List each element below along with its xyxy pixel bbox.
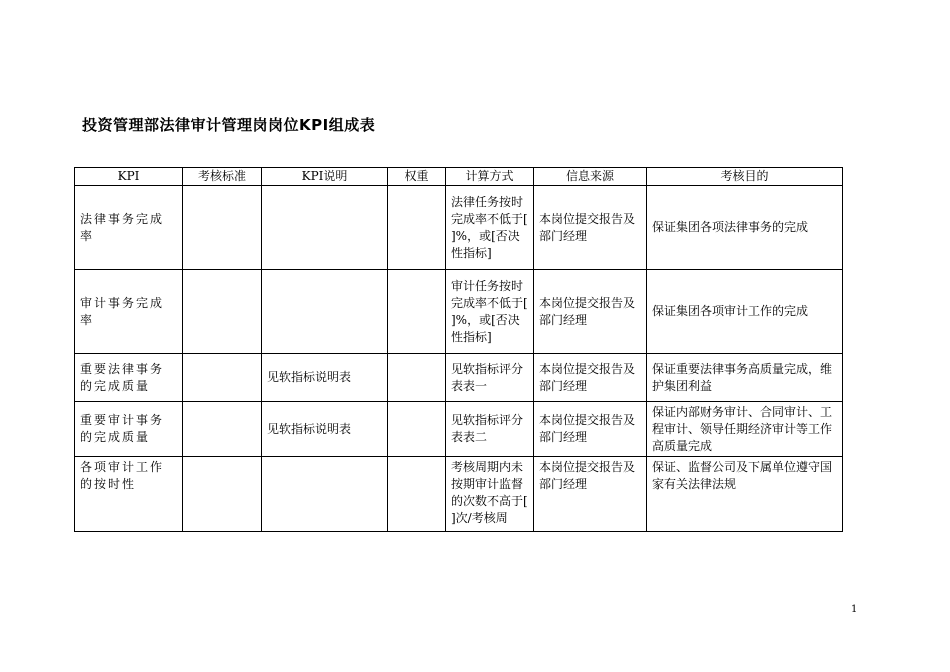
table-row [75,354,843,402]
header-calculation: 计算方式 [446,168,534,186]
cell-calculation: 考核周期内未按期审计监督的次数不高于[ ]次/考核周 [446,457,534,532]
cell-purpose: 保证、监督公司及下属单位遵守国家有关法律法规 [647,457,843,532]
cell-calculation: 见软指标评分表表一 [446,354,534,402]
table-header-row [75,168,843,186]
page-number: 1 [851,604,858,615]
header-kpi: KPI [75,168,183,186]
cell-purpose: 保证内部财务审计、合同审计、工程审计、领导任期经济审计等工作高质量完成 [647,402,843,457]
cell-kpi: 各项审计工作的按时性 [75,457,183,532]
header-purpose: 考核目的 [647,168,843,186]
cell-description: 见软指标说明表 [262,354,388,402]
cell-source: 本岗位提交报告及部门经理 [534,457,647,532]
cell-weight [388,186,446,270]
cell-calculation: 审计任务按时完成率不低于[ ]%，或[否决性指标] [446,270,534,354]
cell-standard [183,270,262,354]
cell-weight [388,402,446,457]
table-row [75,186,843,270]
header-description: KPI说明 [262,168,388,186]
cell-kpi: 审计事务完成率 [75,270,183,354]
cell-description: 见软指标说明表 [262,402,388,457]
header-standard: 考核标准 [183,168,262,186]
cell-kpi: 重要法律事务的完成质量 [75,354,183,402]
cell-weight [388,270,446,354]
cell-source: 本岗位提交报告及部门经理 [534,186,647,270]
kpi-table [74,167,843,532]
cell-standard [183,354,262,402]
cell-standard [183,186,262,270]
cell-source: 本岗位提交报告及部门经理 [534,402,647,457]
cell-purpose: 保证集团各项法律事务的完成 [647,186,843,270]
cell-standard [183,402,262,457]
cell-standard [183,457,262,532]
cell-source: 本岗位提交报告及部门经理 [534,354,647,402]
header-source: 信息来源 [534,168,647,186]
cell-purpose: 保证集团各项审计工作的完成 [647,270,843,354]
table-row [75,457,843,532]
page-title: 投资管理部法律审计管理岗岗位KPI组成表 [82,116,376,134]
header-weight: 权重 [388,168,446,186]
cell-source: 本岗位提交报告及部门经理 [534,270,647,354]
cell-description [262,270,388,354]
table-row [75,270,843,354]
cell-weight [388,457,446,532]
cell-calculation: 法律任务按时完成率不低于[ ]%，或[否决性指标] [446,186,534,270]
cell-description [262,186,388,270]
cell-kpi: 重要审计事务的完成质量 [75,402,183,457]
cell-kpi: 法律事务完成率 [75,186,183,270]
cell-calculation: 见软指标评分表表二 [446,402,534,457]
table-row [75,402,843,457]
cell-purpose: 保证重要法律事务高质量完成，维护集团利益 [647,354,843,402]
cell-description [262,457,388,532]
cell-weight [388,354,446,402]
